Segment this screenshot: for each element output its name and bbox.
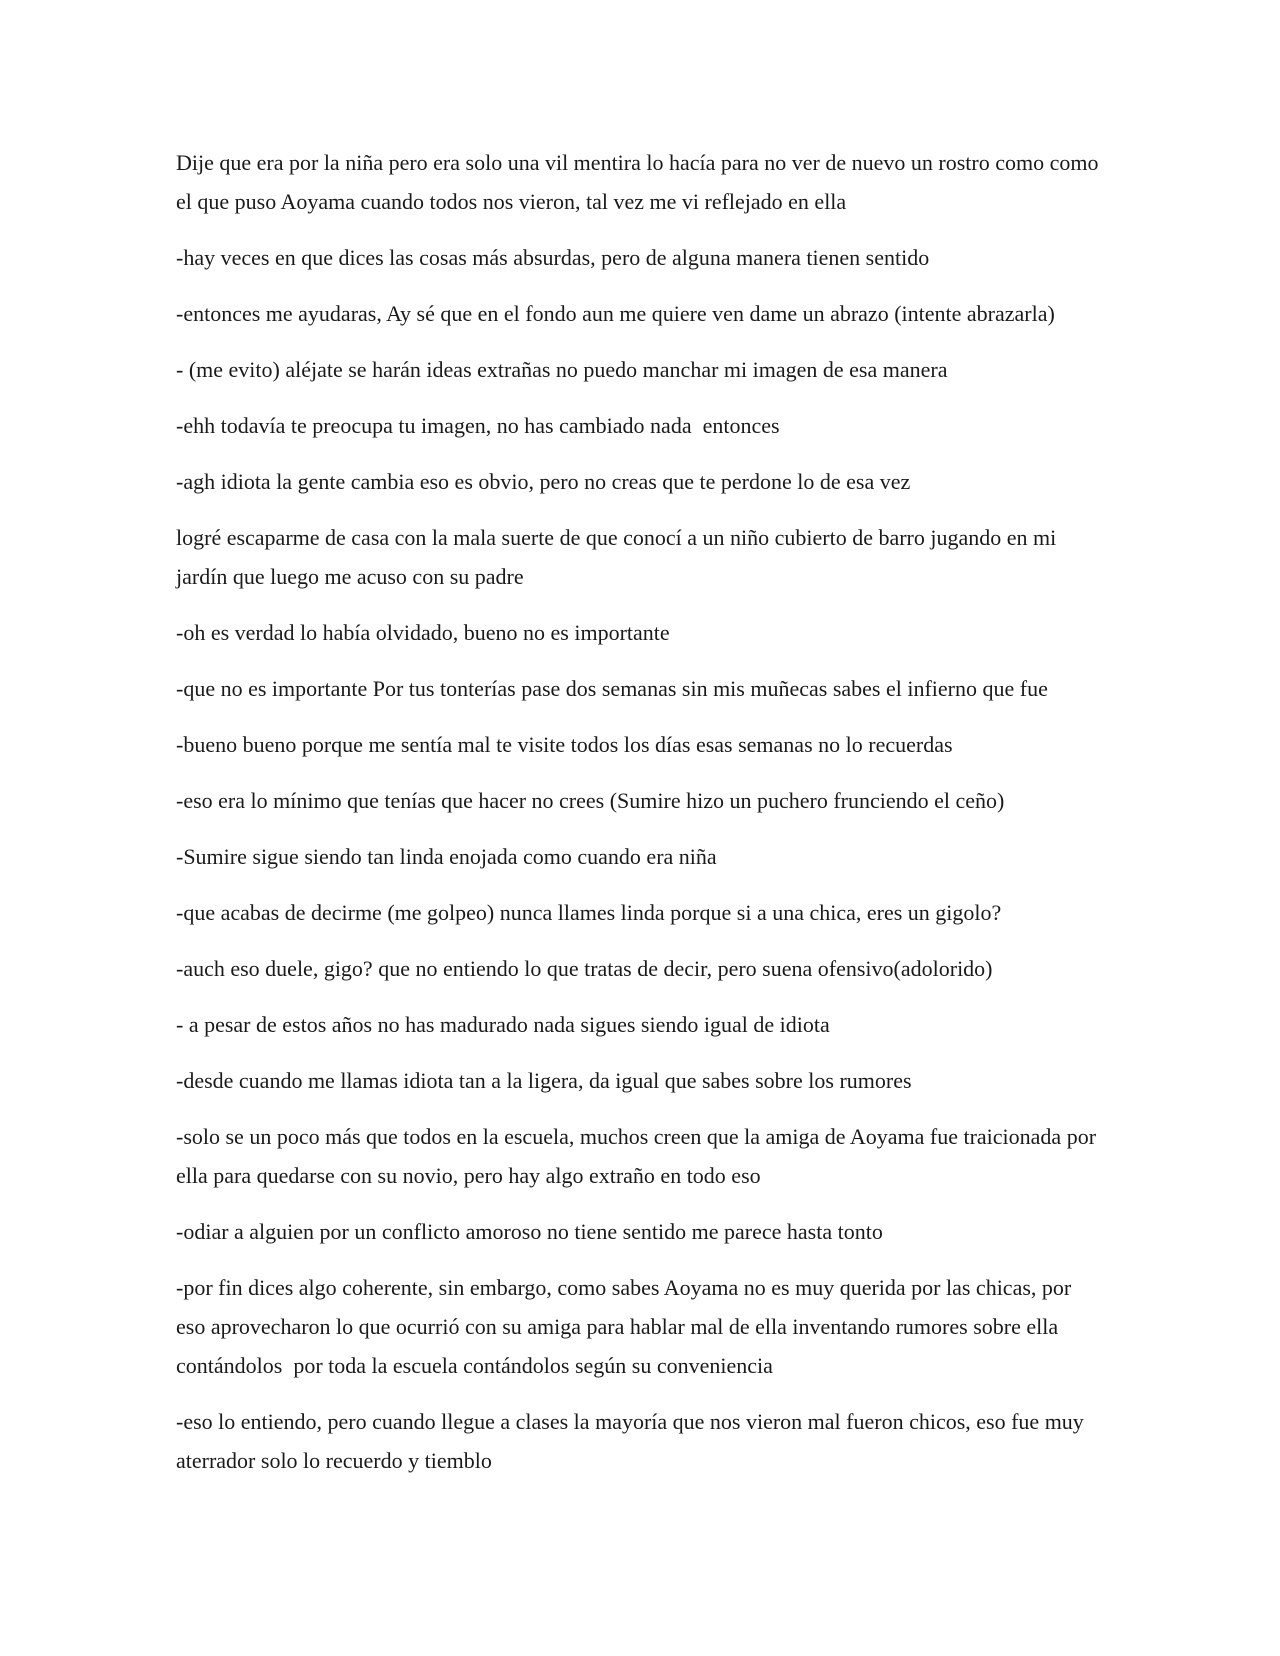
paragraph: -ehh todavía te preocupa tu imagen, no has cambiado nada entonces (176, 413, 780, 438)
paragraph: -hay veces en que dices las cosas más absurdas, pero de alguna manera tienen sentido (176, 245, 930, 270)
paragraph: - (me evito) aléjate se harán ideas extrañas no puedo manchar mi imagen de esa manera (176, 357, 948, 382)
paragraph: -que acabas de decirme (me golpeo) nunca llames linda porque si a una chica, eres un gigolo? (176, 900, 1002, 925)
document-body (176, 143, 1106, 1497)
paragraph: -entonces me ayudaras, Ay sé que en el fondo aun me quiere ven dame un abrazo (intente abrazarla) (176, 301, 1055, 326)
paragraph: logré escaparme de casa con la mala suerte de que conocí a un niño cubierto de barro jugando en mi jardín que luego me acuso con su padre (176, 525, 1062, 589)
paragraph: -por fin dices algo coherente, sin embargo, como sabes Aoyama no es muy querida por las chicas, por eso aprovecharon lo que ocurrió con su amiga para hablar mal de ella inventando rumores sobre ella contándolos por toda la escuela contándolos según su conveniencia (176, 1275, 1077, 1378)
paragraph: -oh es verdad lo había olvidado, bueno no es importante (176, 620, 670, 645)
paragraph: -desde cuando me llamas idiota tan a la ligera, da igual que sabes sobre los rumores (176, 1068, 912, 1093)
paragraph: -solo se un poco más que todos en la escuela, muchos creen que la amiga de Aoyama fue traicionada por ella para quedarse con su novio, pero hay algo extraño en todo eso (176, 1124, 1102, 1188)
paragraph: Dije que era por la niña pero era solo una vil mentira lo hacía para no ver de nuevo un rostro como como el que puso Aoyama cuando todos nos vieron, tal vez me vi reflejado en ella (176, 150, 1104, 214)
paragraph: -auch eso duele, gigo? que no entiendo lo que tratas de decir, pero suena ofensivo(adolorido) (176, 956, 993, 981)
paragraph: -eso era lo mínimo que tenías que hacer no crees (Sumire hizo un puchero frunciendo el ceño) (176, 788, 1005, 813)
paragraph: -Sumire sigue siendo tan linda enojada como cuando era niña (176, 844, 717, 869)
paragraph: -eso lo entiendo, pero cuando llegue a clases la mayoría que nos vieron mal fueron chicos, eso fue muy aterrador solo lo recuerdo y tiemblo (176, 1409, 1090, 1473)
paragraph: -odiar a alguien por un conflicto amoroso no tiene sentido me parece hasta tonto (176, 1219, 883, 1244)
paragraph: -bueno bueno porque me sentía mal te visite todos los días esas semanas no lo recuerdas (176, 732, 953, 757)
paragraph: -que no es importante Por tus tonterías pase dos semanas sin mis muñecas sabes el infierno que fue (176, 676, 1048, 701)
paragraph: -agh idiota la gente cambia eso es obvio, pero no creas que te perdone lo de esa vez (176, 469, 911, 494)
paragraph: - a pesar de estos años no has madurado nada sigues siendo igual de idiota (176, 1012, 830, 1037)
